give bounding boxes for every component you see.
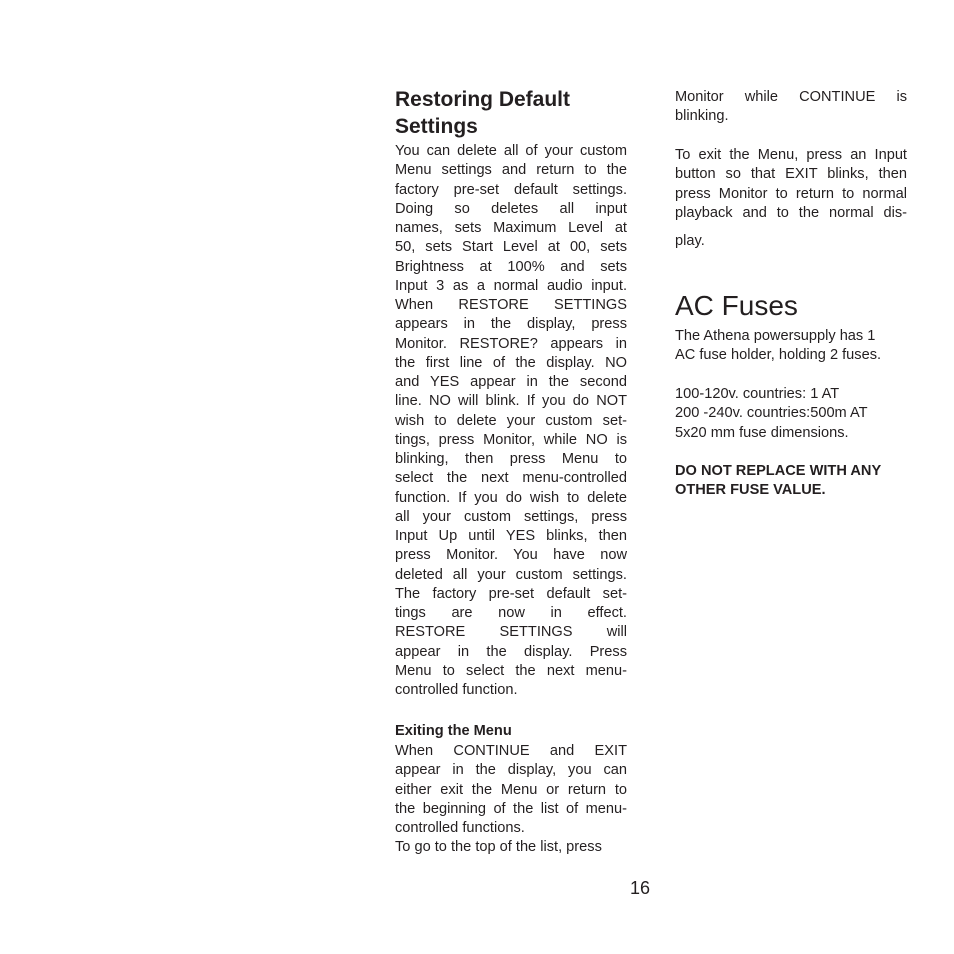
page-number: 16 bbox=[630, 878, 651, 898]
text-line: 50, sets Start Level at 00, sets bbox=[395, 239, 627, 256]
text-line: OTHER FUSE VALUE. bbox=[675, 482, 826, 499]
restore-paragraph bbox=[395, 142, 627, 700]
text-line: To go to the top of the list, press bbox=[395, 839, 602, 856]
text-line: either exit the Menu or return to bbox=[395, 781, 627, 798]
exit-instruction-paragraph bbox=[675, 146, 907, 223]
text-line: function. If you do wish to delete bbox=[395, 489, 627, 506]
text-line: button so that EXIT blinks, then bbox=[675, 166, 907, 183]
text-line: factory pre-set default settings. bbox=[395, 181, 627, 198]
text-line: blinking, then press Menu to bbox=[395, 451, 627, 467]
text-line: appear in the display, you can bbox=[395, 762, 627, 779]
text-line: appears in the display, press bbox=[395, 316, 627, 333]
text-line: 5x20 mm fuse dimensions. bbox=[675, 424, 849, 441]
section-heading-ac-fuses: AC Fuses bbox=[675, 290, 798, 321]
text-line: playback and to the normal dis- bbox=[675, 204, 907, 221]
text-line: line. NO will blink. If you do NOT bbox=[395, 393, 627, 410]
text-line: all your custom settings, press bbox=[395, 508, 627, 525]
text-line: Input 3 as a normal audio input. bbox=[395, 277, 627, 294]
fuse-warning bbox=[675, 462, 907, 501]
heading-line: Settings bbox=[395, 115, 478, 138]
section-heading-restoring-default-settings bbox=[395, 86, 627, 140]
text-line: play. bbox=[675, 233, 705, 249]
text-line: controlled function. bbox=[395, 682, 518, 698]
text-line: controlled functions. bbox=[395, 820, 525, 836]
text-line: Monitor. RESTORE? appears in bbox=[395, 335, 627, 352]
text-line: When RESTORE SETTINGS bbox=[395, 297, 627, 313]
text-line: press Monitor to return to normal bbox=[675, 185, 907, 202]
text-line: tings are now in effect. bbox=[395, 605, 627, 621]
text-line: 200 -240v. countries:500m AT bbox=[675, 405, 868, 422]
text-line: select the next menu-controlled bbox=[395, 470, 627, 487]
text-line: names, sets Maximum Level at bbox=[395, 220, 627, 236]
text-line: Monitor while CONTINUE is bbox=[675, 89, 907, 105]
text-line: appear in the display. Press bbox=[395, 643, 627, 660]
text-line: 100-120v. countries: 1 AT bbox=[675, 386, 840, 402]
text-line: Doing so deletes all input bbox=[395, 200, 627, 217]
text-line: You can delete all of your custom bbox=[395, 143, 627, 159]
text-line: To exit the Menu, press an Input bbox=[675, 147, 907, 163]
text-line: press Monitor. You have now bbox=[395, 547, 627, 564]
text-line: the first line of the display. NO bbox=[395, 354, 627, 371]
text-line: The Athena powersupply has 1 bbox=[675, 328, 876, 344]
heading-line: Restoring Default bbox=[395, 88, 571, 111]
text-line: The factory pre-set default set- bbox=[395, 585, 627, 602]
text-line: Input Up until YES blinks, then bbox=[395, 528, 627, 544]
subheading-exiting-the-menu: Exiting the Menu bbox=[395, 723, 512, 739]
fuse-spec-list bbox=[675, 385, 907, 443]
text-line: Menu to select the next menu- bbox=[395, 662, 627, 679]
text-line: RESTORE SETTINGS will bbox=[395, 624, 627, 641]
text-line: When CONTINUE and EXIT bbox=[395, 743, 627, 759]
text-line: the beginning of the list of menu- bbox=[395, 800, 627, 817]
text-line: blinking. bbox=[675, 108, 729, 125]
text-line: and YES appear in the second bbox=[395, 374, 627, 390]
continued-paragraph bbox=[675, 88, 907, 127]
text-line: DO NOT REPLACE WITH ANY bbox=[675, 463, 882, 479]
exit-instruction-tail bbox=[675, 232, 907, 251]
text-line: AC fuse holder, holding 2 fuses. bbox=[675, 347, 882, 364]
text-line: wish to delete your custom set- bbox=[395, 412, 627, 429]
text-line: Menu settings and return to the bbox=[395, 162, 627, 179]
exit-paragraph bbox=[395, 742, 627, 858]
fuses-intro-paragraph bbox=[675, 327, 907, 366]
text-line: tings, press Monitor, while NO is bbox=[395, 431, 627, 448]
text-line: Brightness at 100% and sets bbox=[395, 258, 627, 275]
text-line: deleted all your custom settings. bbox=[395, 566, 627, 583]
